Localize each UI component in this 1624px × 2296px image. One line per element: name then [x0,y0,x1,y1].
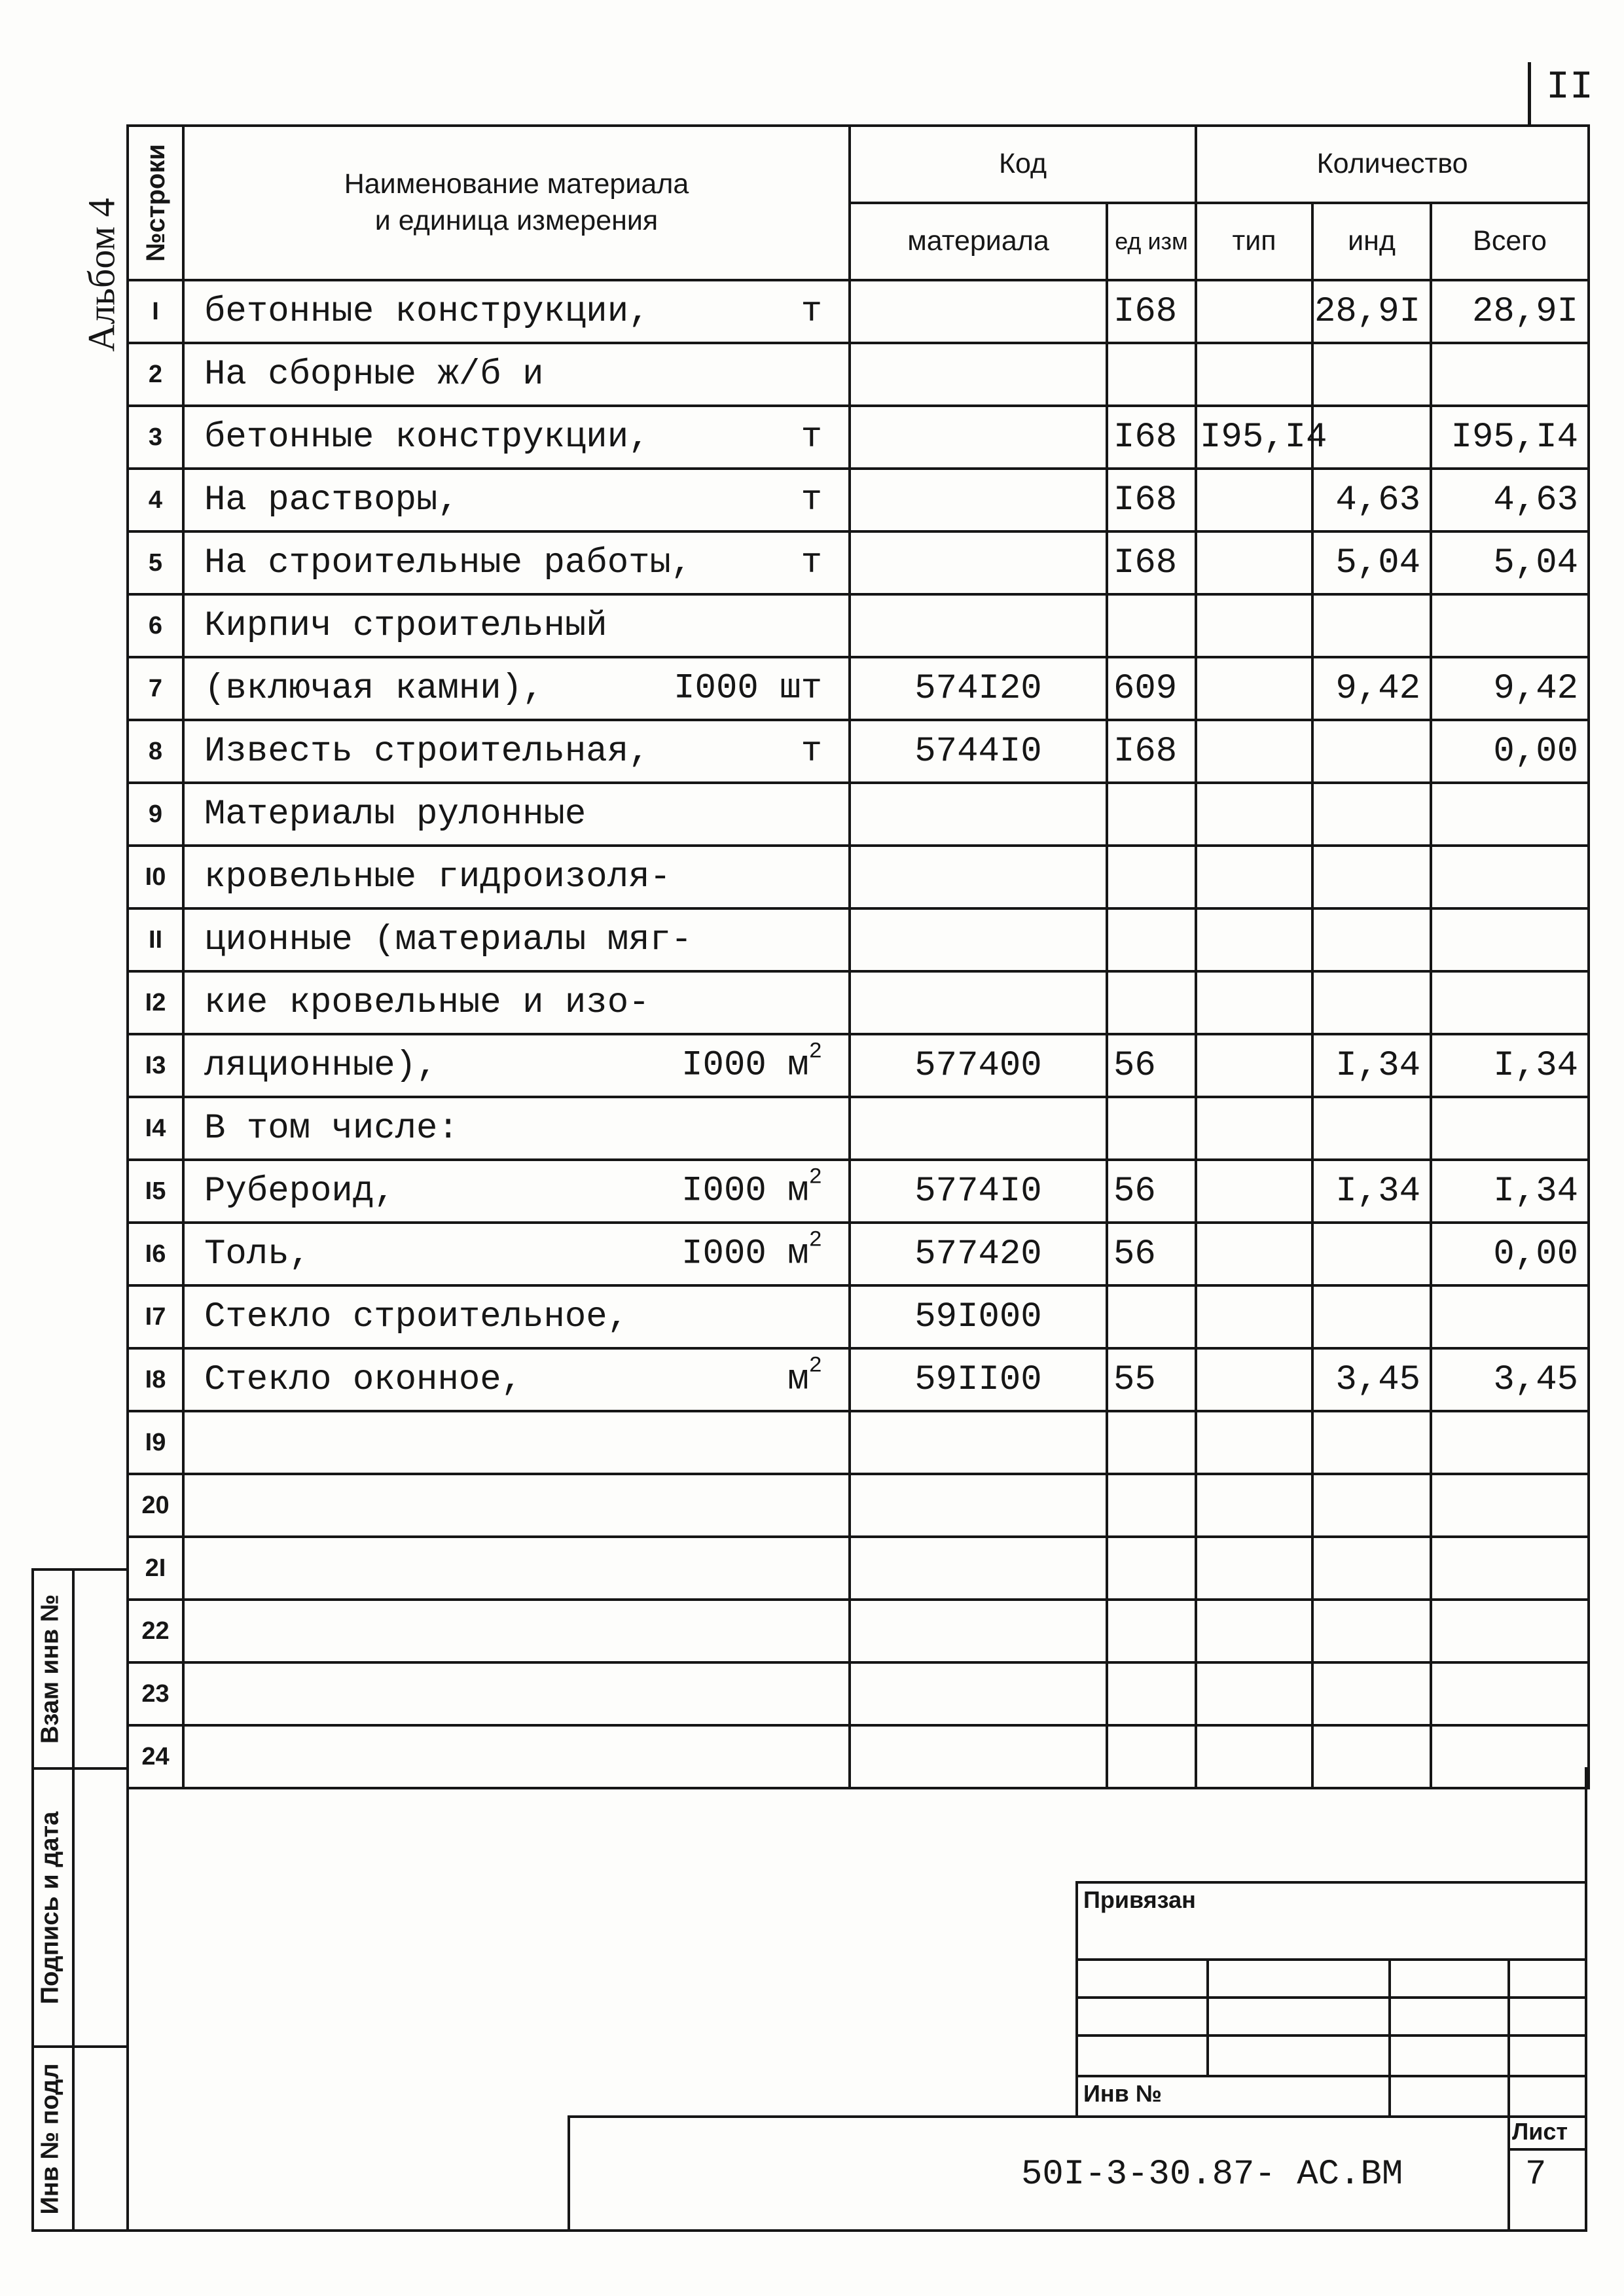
album-label-text: Альбом 4 [80,198,123,352]
qty-ind [1312,1223,1431,1285]
row-number: I0 [128,846,183,908]
material-unit-text: I000 $м^2$ [681,1165,822,1211]
unit-code: I68 [1107,720,1196,783]
material-name-text: Известь строительная, [204,731,650,772]
left-margin-line [126,1571,129,2232]
material-name [183,1662,850,1725]
qty-ind: I,34 [1312,1034,1431,1097]
qty-total: 5,04 [1431,531,1589,594]
material-name [183,971,850,1034]
material-unit-text: т [801,291,822,332]
title-block-line3 [1075,2034,1587,2037]
material-unit-text: т [801,480,822,520]
material-code: 5774I0 [850,1160,1107,1223]
table-row [128,971,1589,1034]
unit-code: 56 [1107,1223,1196,1285]
header-qty-ind: инд [1312,203,1431,280]
qty-type [1196,908,1312,971]
frame-bottom [126,2229,1587,2232]
qty-total [1431,1600,1589,1662]
material-code [850,1474,1107,1537]
qty-total [1431,1662,1589,1725]
unit-code [1107,1474,1196,1537]
qty-type [1196,657,1312,720]
qty-ind [1312,594,1431,657]
qty-ind [1312,1411,1431,1474]
header-name [183,126,850,280]
material-code: 5744I0 [850,720,1107,783]
qty-total [1431,343,1589,406]
table-row [128,1537,1589,1600]
table-row [128,1034,1589,1097]
qty-total [1431,594,1589,657]
qty-total [1431,1537,1589,1600]
material-code [850,343,1107,406]
row-number: I [128,280,183,343]
unit-superscript: 2 [808,1165,822,1191]
qty-total: 0,00 [1431,720,1589,783]
table-row [128,720,1589,783]
qty-ind: 28,9I [1312,280,1431,343]
row-number: 2 [128,343,183,406]
header-qty-type: тип [1196,203,1312,280]
qty-total: 28,9I [1431,280,1589,343]
material-code [850,783,1107,846]
table-row [128,1662,1589,1725]
title-block-col1 [1206,1958,1209,2077]
header-name-line2: и единица измерения [374,205,659,236]
list-number: 7 [1525,2155,1547,2195]
material-name [183,1537,850,1600]
material-name-text: кие кровельные и изо- [204,982,650,1023]
document-number: 50I-3-30.87- АС.ВМ [1021,2155,1403,2195]
qty-type [1196,1474,1312,1537]
privyazan-label: Привязан [1083,1886,1196,1913]
qty-ind: 5,04 [1312,531,1431,594]
row-number: I5 [128,1160,183,1223]
material-code [850,406,1107,469]
title-block-line1 [1075,1958,1587,1961]
unit-code [1107,594,1196,657]
qty-ind [1312,1537,1431,1600]
header-qty-total: Всего [1431,203,1589,280]
material-name [183,1034,850,1097]
qty-ind [1312,1662,1431,1725]
table-row [128,343,1589,406]
qty-ind: 4,63 [1312,469,1431,531]
qty-ind [1312,406,1431,469]
material-name [183,343,850,406]
material-unit-text: I000 шт [674,668,822,709]
material-unit-text: $м^2$ [787,1354,822,1400]
unit-code [1107,971,1196,1034]
side-stamp-inner [72,1568,75,2232]
qty-type [1196,720,1312,783]
qty-total [1431,1474,1589,1537]
inv-no-label: Инв № [1083,2080,1162,2107]
qty-type [1196,1662,1312,1725]
qty-ind [1312,720,1431,783]
unit-code: I68 [1107,406,1196,469]
table-row [128,1600,1589,1662]
row-number: I9 [128,1411,183,1474]
unit-superscript: 2 [808,1354,822,1379]
material-code [850,1537,1107,1600]
qty-type [1196,594,1312,657]
header-row-number: №строки [128,126,183,280]
unit-superscript: 2 [808,1039,822,1065]
qty-ind [1312,908,1431,971]
qty-type [1196,469,1312,531]
qty-total [1431,971,1589,1034]
qty-ind: 9,42 [1312,657,1431,720]
unit-code [1107,783,1196,846]
qty-total [1431,1285,1589,1348]
qty-total: 0,00 [1431,1223,1589,1285]
material-name-text: бетонные конструкции, [204,291,650,332]
material-code: 577420 [850,1223,1107,1285]
material-name-text: бетонные конструкции, [204,417,650,457]
material-code [850,280,1107,343]
material-code [850,971,1107,1034]
material-code [850,1411,1107,1474]
qty-ind [1312,1600,1431,1662]
title-block-privyazan-top [1075,1881,1587,1884]
material-name [183,1600,850,1662]
title-block-list-line [1507,2148,1587,2151]
unit-code [1107,1411,1196,1474]
material-unit-text: т [801,731,822,772]
title-block-main-top [568,2115,1587,2118]
row-number: I6 [128,1223,183,1285]
unit-code: 55 [1107,1348,1196,1411]
material-name [183,720,850,783]
material-name-text: Рубероид, [204,1171,395,1211]
table-row [128,657,1589,720]
qty-total [1431,1411,1589,1474]
qty-type [1196,783,1312,846]
qty-type [1196,531,1312,594]
material-code [850,1097,1107,1160]
table-row [128,1348,1589,1411]
material-name-text: кровельные гидроизоля- [204,857,671,897]
material-name [183,469,850,531]
material-name-text: ляционные), [204,1045,438,1086]
material-name-text: (включая камни), [204,668,544,709]
material-name [183,1411,850,1474]
qty-ind [1312,1285,1431,1348]
qty-total: I,34 [1431,1160,1589,1223]
header-name-line1: Наименование материала [344,168,689,200]
qty-type [1196,1348,1312,1411]
material-name [183,1097,850,1160]
qty-type [1196,846,1312,908]
unit-code: 56 [1107,1034,1196,1097]
qty-ind [1312,846,1431,908]
table-row [128,1285,1589,1348]
qty-total: 4,63 [1431,469,1589,531]
row-number: 6 [128,594,183,657]
title-block-col2 [1388,1958,1391,2118]
qty-total: I95,I4 [1431,406,1589,469]
material-name [183,531,850,594]
qty-type [1196,1285,1312,1348]
row-number: 20 [128,1474,183,1537]
qty-total [1431,783,1589,846]
header-code-material: материала [850,203,1107,280]
qty-type [1196,971,1312,1034]
row-number: I7 [128,1285,183,1348]
material-name [183,1160,850,1223]
title-block-line2 [1075,1996,1587,1999]
material-name [183,657,850,720]
qty-ind: I,34 [1312,1160,1431,1223]
frame-right [1585,1767,1587,2232]
header-code-unit: ед изм [1107,203,1196,280]
qty-ind [1312,343,1431,406]
qty-ind [1312,1725,1431,1788]
table-row [128,1097,1589,1160]
table-row [128,469,1589,531]
row-number: 9 [128,783,183,846]
material-name [183,594,850,657]
list-label: Лист [1512,2118,1568,2145]
title-block-left [1075,1881,1078,2118]
material-name-text: Кирпич строительный [204,605,607,646]
qty-ind [1312,1097,1431,1160]
qty-total [1431,1725,1589,1788]
table-row [128,1474,1589,1537]
material-name [183,1285,850,1348]
qty-type [1196,343,1312,406]
row-number: II [128,908,183,971]
row-number: 2I [128,1537,183,1600]
material-name-text: Стекло оконное, [204,1359,523,1400]
qty-ind [1312,971,1431,1034]
table-row [128,594,1589,657]
material-unit-text: I000 $м^2$ [681,1039,822,1086]
material-name-text: Стекло строительное, [204,1297,629,1337]
page-number: II [1546,65,1594,110]
material-code [850,1600,1107,1662]
table-row [128,1160,1589,1223]
qty-type [1196,1600,1312,1662]
row-number: I4 [128,1097,183,1160]
side-stamp-bottom [31,2229,129,2232]
qty-type [1196,1537,1312,1600]
row-number: 5 [128,531,183,594]
material-name [183,783,850,846]
qty-total: I,34 [1431,1034,1589,1097]
materials-table [126,124,1590,1789]
qty-type [1196,280,1312,343]
row-number: 8 [128,720,183,783]
material-code [850,1725,1107,1788]
material-name [183,1725,850,1788]
unit-code [1107,908,1196,971]
unit-code [1107,1662,1196,1725]
qty-type [1196,1034,1312,1097]
unit-superscript: 2 [808,1228,822,1253]
table-row [128,1223,1589,1285]
table-row [128,1725,1589,1788]
title-block-main-left [568,2115,570,2232]
table-row [128,1411,1589,1474]
header-quantity-group: Количество [1196,126,1589,203]
qty-type [1196,1097,1312,1160]
material-code: 59I000 [850,1285,1107,1348]
material-code: 574I20 [850,657,1107,720]
qty-total [1431,908,1589,971]
material-unit-text: т [801,417,822,457]
title-block-line4 [1075,2075,1587,2077]
header-code-group: Код [850,126,1196,203]
unit-code [1107,1097,1196,1160]
material-name-text: ционные (материалы мяг- [204,920,693,960]
qty-total: 9,42 [1431,657,1589,720]
material-code [850,469,1107,531]
title-block-col3 [1507,1958,1510,2118]
material-name [183,846,850,908]
qty-total [1431,846,1589,908]
material-code [850,846,1107,908]
title-block-list-left [1507,2115,1510,2232]
table-row [128,846,1589,908]
row-number: 23 [128,1662,183,1725]
material-name-text: На строительные работы, [204,543,693,583]
page-number-divider [1528,62,1531,124]
material-unit-text: I000 $м^2$ [681,1228,822,1274]
row-number: I3 [128,1034,183,1097]
side-label-vzam: Взам инв № [36,1594,64,1744]
unit-code [1107,846,1196,908]
material-name [183,908,850,971]
material-code [850,908,1107,971]
qty-total: 3,45 [1431,1348,1589,1411]
material-name-text: В том числе: [204,1108,459,1149]
table-row [128,406,1589,469]
unit-code: 56 [1107,1160,1196,1223]
row-number: 7 [128,657,183,720]
material-name-text: На растворы, [204,480,459,520]
row-number: 22 [128,1600,183,1662]
row-number: 4 [128,469,183,531]
unit-code [1107,1537,1196,1600]
side-label-podpis: Подпись и дата [36,1811,64,2004]
qty-total [1431,1097,1589,1160]
qty-type: I95,I4 [1196,406,1312,469]
unit-code [1107,1285,1196,1348]
material-code [850,531,1107,594]
table-row [128,531,1589,594]
row-number: I2 [128,971,183,1034]
material-name-text: На сборные ж/б и [204,354,544,395]
material-name [183,280,850,343]
material-name-text: Толь, [204,1234,311,1274]
qty-ind [1312,783,1431,846]
unit-code: 609 [1107,657,1196,720]
row-number: 24 [128,1725,183,1788]
unit-code [1107,1600,1196,1662]
material-name [183,1474,850,1537]
qty-type [1196,1725,1312,1788]
row-number: I8 [128,1348,183,1411]
table-row [128,280,1589,343]
qty-ind: 3,45 [1312,1348,1431,1411]
unit-code: I68 [1107,280,1196,343]
material-name-text: Материалы рулонные [204,794,586,834]
qty-type [1196,1223,1312,1285]
unit-code: I68 [1107,531,1196,594]
row-number: 3 [128,406,183,469]
material-name [183,1348,850,1411]
table-row [128,783,1589,846]
material-name [183,406,850,469]
qty-ind [1312,1474,1431,1537]
material-code: 577400 [850,1034,1107,1097]
unit-code [1107,343,1196,406]
qty-type [1196,1411,1312,1474]
unit-code [1107,1725,1196,1788]
unit-code: I68 [1107,469,1196,531]
qty-type [1196,1160,1312,1223]
material-code [850,594,1107,657]
side-label-inv-podl: Инв № подл [36,2062,64,2215]
material-name [183,1223,850,1285]
material-unit-text: т [801,543,822,583]
material-code: 59II00 [850,1348,1107,1411]
table-row [128,908,1589,971]
material-code [850,1662,1107,1725]
